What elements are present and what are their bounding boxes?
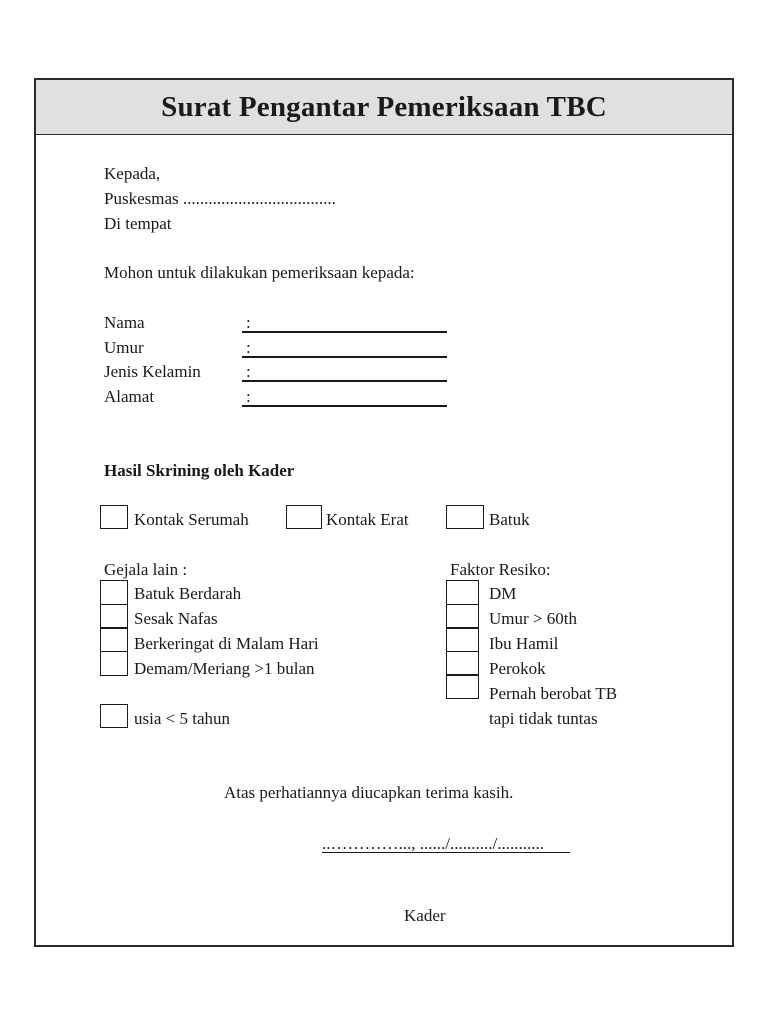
signature-label: Kader: [404, 906, 446, 925]
label-batuk-berdarah: Batuk Berdarah: [134, 584, 242, 603]
checkbox-dm[interactable]: [446, 580, 479, 605]
field-label-alamat: Alamat: [104, 387, 155, 406]
address-puskesmas[interactable]: Puskesmas ....................................: [104, 189, 336, 208]
checkbox-ibu-hamil[interactable]: [446, 627, 479, 652]
label-ibu-hamil: Ibu Hamil: [489, 634, 559, 653]
label-dm: DM: [489, 584, 517, 603]
field-label-jenis-kelamin: Jenis Kelamin: [104, 362, 201, 381]
faktor-checkbox-column: [446, 580, 479, 699]
screening-heading: Hasil Skrining oleh Kader: [104, 461, 295, 480]
field-colon: :: [246, 338, 251, 357]
label-tidak-tuntas: tapi tidak tuntas: [489, 709, 598, 728]
checkbox-umur-60[interactable]: [446, 604, 479, 629]
form-header: [36, 80, 732, 135]
request-text: Mohon untuk dilakukan pemeriksaan kepada:: [104, 263, 415, 282]
nama-input-line[interactable]: [242, 331, 447, 333]
address-location: Di tempat: [104, 214, 172, 233]
date-line[interactable]: ..…………..., ....../........../...........: [322, 834, 544, 853]
checkbox-demam-meriang[interactable]: [100, 651, 128, 676]
field-label-nama: Nama: [104, 313, 145, 332]
address-to: Kepada,: [104, 164, 161, 183]
label-pernah-berobat: Pernah berobat TB: [489, 684, 618, 703]
field-colon: :: [246, 387, 251, 406]
label-perokok: Perokok: [489, 659, 546, 678]
label-berkeringat-malam: Berkeringat di Malam Hari: [134, 634, 319, 653]
referral-form: [34, 78, 734, 947]
label-kontak-erat: Kontak Erat: [326, 510, 409, 529]
faktor-heading: Faktor Resiko:: [450, 560, 551, 579]
jenis-kelamin-input-line[interactable]: [242, 380, 447, 382]
field-label-umur: Umur: [104, 338, 144, 357]
date-underline: [322, 852, 570, 853]
label-sesak-nafas: Sesak Nafas: [134, 609, 218, 628]
checkbox-kontak-serumah[interactable]: [100, 505, 128, 529]
form-title: Surat Pengantar Pemeriksaan TBC: [161, 90, 607, 123]
umur-input-line[interactable]: [242, 356, 447, 358]
checkbox-batuk[interactable]: [446, 505, 484, 529]
checkbox-pernah-berobat[interactable]: [446, 674, 479, 699]
alamat-input-line[interactable]: [242, 405, 447, 407]
closing-text: Atas perhatiannya diucapkan terima kasih.: [224, 783, 514, 802]
field-colon: :: [246, 362, 251, 381]
gejala-heading: Gejala lain :: [104, 560, 188, 579]
checkbox-berkeringat-malam[interactable]: [100, 627, 128, 652]
label-demam-meriang: Demam/Meriang >1 bulan: [134, 659, 315, 678]
label-umur-60: Umur > 60th: [489, 609, 577, 628]
checkbox-sesak-nafas[interactable]: [100, 604, 128, 629]
checkbox-usia[interactable]: [100, 704, 128, 728]
label-kontak-serumah: Kontak Serumah: [134, 510, 249, 529]
label-usia: usia < 5 tahun: [134, 709, 230, 728]
checkbox-kontak-erat[interactable]: [286, 505, 322, 529]
field-colon: :: [246, 313, 251, 332]
gejala-checkbox-column: [100, 580, 128, 676]
label-batuk: Batuk: [489, 510, 530, 529]
checkbox-batuk-berdarah[interactable]: [100, 580, 128, 605]
checkbox-perokok[interactable]: [446, 651, 479, 676]
